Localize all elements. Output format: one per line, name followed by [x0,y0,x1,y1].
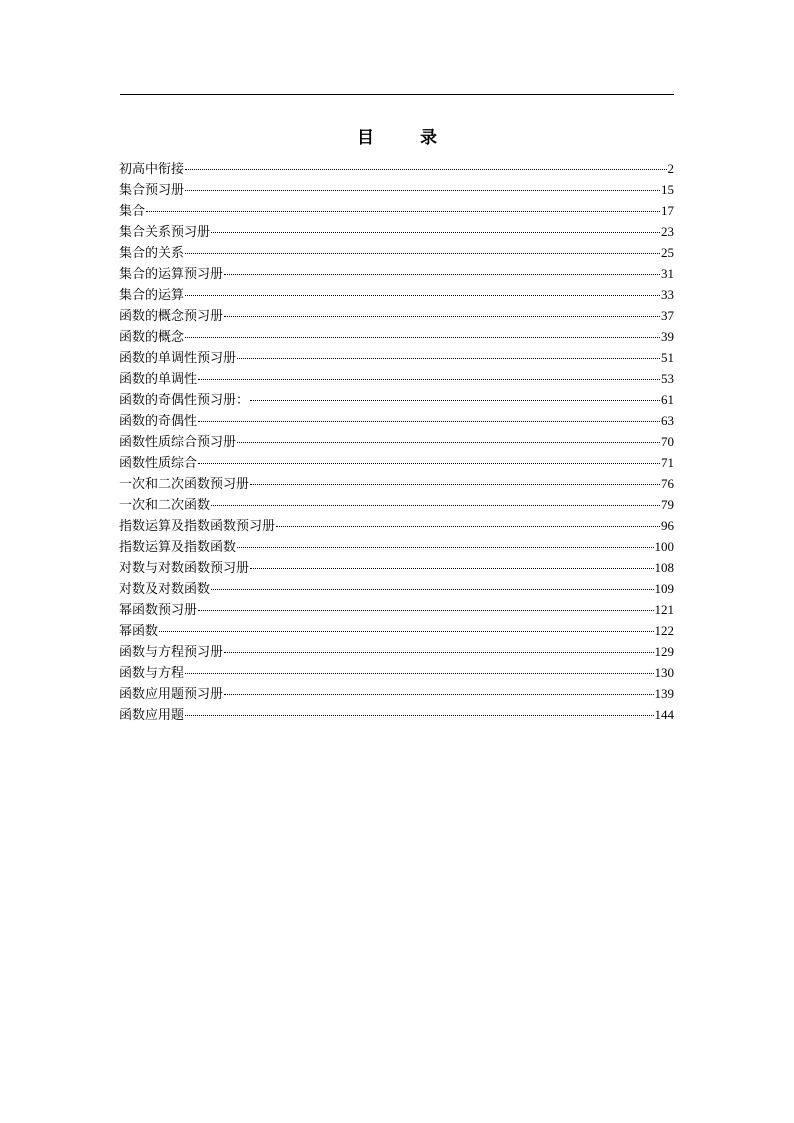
toc-entry[interactable] [119,557,674,578]
toc-entry-title[interactable]: 函数的奇偶性预习册： [119,393,250,408]
toc-entry-title[interactable]: 集合的运算 [119,288,185,303]
toc-entry-page-number[interactable]: 76 [661,476,674,491]
toc-entry-title[interactable]: 指数运算及指数函数 [119,540,237,555]
toc-entry-page-number[interactable]: 37 [661,308,674,323]
toc-entry[interactable] [119,200,674,221]
toc-entry-title[interactable]: 集合 [119,204,146,219]
toc-entry[interactable] [119,578,674,599]
dot-leader [211,588,653,590]
toc-entry-page-number[interactable]: 15 [661,182,674,197]
dot-leader [185,189,660,191]
toc-entry[interactable] [119,179,674,200]
dot-leader [185,168,666,170]
toc-entry[interactable] [119,452,674,473]
toc-entry-page-number[interactable]: 25 [661,245,674,260]
toc-entry[interactable] [119,641,674,662]
dot-leader [185,714,653,716]
toc-entry-title[interactable]: 函数性质综合 [119,456,198,471]
toc-entry-title[interactable]: 一次和二次函数 [119,498,211,513]
dot-leader [146,210,660,212]
toc-entry[interactable] [119,704,674,725]
toc-entry[interactable] [119,620,674,641]
toc-entry-page-number[interactable]: 139 [654,686,674,701]
toc-entry-title[interactable]: 函数的概念预习册 [119,309,224,324]
toc-entry[interactable] [119,410,674,431]
toc-entry-title[interactable]: 幂函数 [119,624,159,639]
dot-leader [185,294,660,296]
toc-entry-page-number[interactable]: 144 [654,707,674,722]
dot-leader [198,420,660,422]
toc-entry-title[interactable]: 一次和二次函数预习册 [119,477,250,492]
toc-entry[interactable] [119,431,674,452]
toc-entry[interactable] [119,368,674,389]
toc-entry-page-number[interactable]: 96 [661,518,674,533]
dot-leader [224,693,653,695]
toc-entry[interactable] [119,389,674,410]
toc-entry-page-number[interactable]: 63 [661,413,674,428]
header-rule [120,94,674,95]
dot-leader [250,483,660,485]
toc-entry-title[interactable]: 函数的奇偶性 [119,414,198,429]
toc-entry-page-number[interactable]: 79 [661,497,674,512]
toc-entry-title[interactable]: 函数的概念 [119,330,185,345]
toc-entry-page-number[interactable]: 71 [661,455,674,470]
toc-entry-title[interactable]: 函数的单调性 [119,372,198,387]
toc-entry-page-number[interactable]: 39 [661,329,674,344]
dot-leader [224,315,660,317]
toc-entry-title[interactable]: 初高中衔接 [119,162,185,177]
toc-entry-page-number[interactable]: 129 [654,644,674,659]
toc-entry[interactable] [119,473,674,494]
toc-entry-page-number[interactable]: 31 [661,266,674,281]
toc-entry[interactable] [119,221,674,242]
toc-entry-page-number[interactable]: 121 [654,602,674,617]
toc-entry-page-number[interactable]: 2 [667,161,674,176]
toc-entry[interactable] [119,536,674,557]
toc-entry-page-number[interactable]: 61 [661,392,674,407]
dot-leader [198,378,660,380]
toc-entry-title[interactable]: 指数运算及指数函数预习册 [119,519,276,534]
toc-entry-title[interactable]: 函数应用题 [119,708,185,723]
toc-entry[interactable] [119,305,674,326]
table-of-contents [119,158,674,725]
dot-leader [185,672,653,674]
toc-entry-title[interactable]: 对数及对数函数 [119,582,211,597]
toc-entry[interactable] [119,599,674,620]
toc-entry-title[interactable]: 幂函数预习册 [119,603,198,618]
toc-entry-title[interactable]: 函数的单调性预习册 [119,351,237,366]
toc-entry-page-number[interactable]: 33 [661,287,674,302]
toc-entry-page-number[interactable]: 109 [654,581,674,596]
toc-entry-page-number[interactable]: 23 [661,224,674,239]
dot-leader [185,336,660,338]
dot-leader [250,399,660,401]
toc-entry-page-number[interactable]: 53 [661,371,674,386]
toc-entry-title[interactable]: 函数与方程预习册 [119,645,224,660]
toc-entry-title[interactable]: 函数性质综合预习册 [119,435,237,450]
toc-entry-page-number[interactable]: 100 [654,539,674,554]
toc-entry[interactable] [119,326,674,347]
page-title: 目 录 [357,128,457,148]
dot-leader [159,630,653,632]
dot-leader [211,231,660,233]
toc-entry[interactable] [119,242,674,263]
toc-entry-title[interactable]: 集合预习册 [119,183,185,198]
dot-leader [237,546,653,548]
toc-entry[interactable] [119,494,674,515]
toc-entry-title[interactable]: 函数应用题预习册 [119,687,224,702]
dot-leader [237,441,660,443]
dot-leader [224,651,653,653]
toc-entry-page-number[interactable]: 122 [654,623,674,638]
toc-entry[interactable] [119,662,674,683]
toc-entry-title[interactable]: 对数与对数函数预习册 [119,561,250,576]
dot-leader [185,252,660,254]
toc-entry-title[interactable]: 集合关系预习册 [119,225,211,240]
toc-entry-title[interactable]: 集合的关系 [119,246,185,261]
dot-leader [211,504,660,506]
toc-entry[interactable] [119,683,674,704]
toc-entry[interactable] [119,347,674,368]
toc-entry[interactable] [119,263,674,284]
toc-entry-title[interactable]: 函数与方程 [119,666,185,681]
toc-entry-page-number[interactable]: 108 [654,560,674,575]
toc-entry-page-number[interactable]: 51 [661,350,674,365]
toc-entry[interactable] [119,515,674,536]
toc-entry-page-number[interactable]: 17 [661,203,674,218]
toc-entry[interactable] [119,284,674,305]
dot-leader [237,357,660,359]
toc-entry-page-number[interactable]: 70 [661,434,674,449]
dot-leader [224,273,660,275]
toc-entry-title[interactable]: 集合的运算预习册 [119,267,224,282]
dot-leader [276,525,660,527]
toc-entry[interactable] [119,158,674,179]
dot-leader [198,462,660,464]
toc-entry-page-number[interactable]: 130 [654,665,674,680]
dot-leader [198,609,653,611]
dot-leader [250,567,653,569]
